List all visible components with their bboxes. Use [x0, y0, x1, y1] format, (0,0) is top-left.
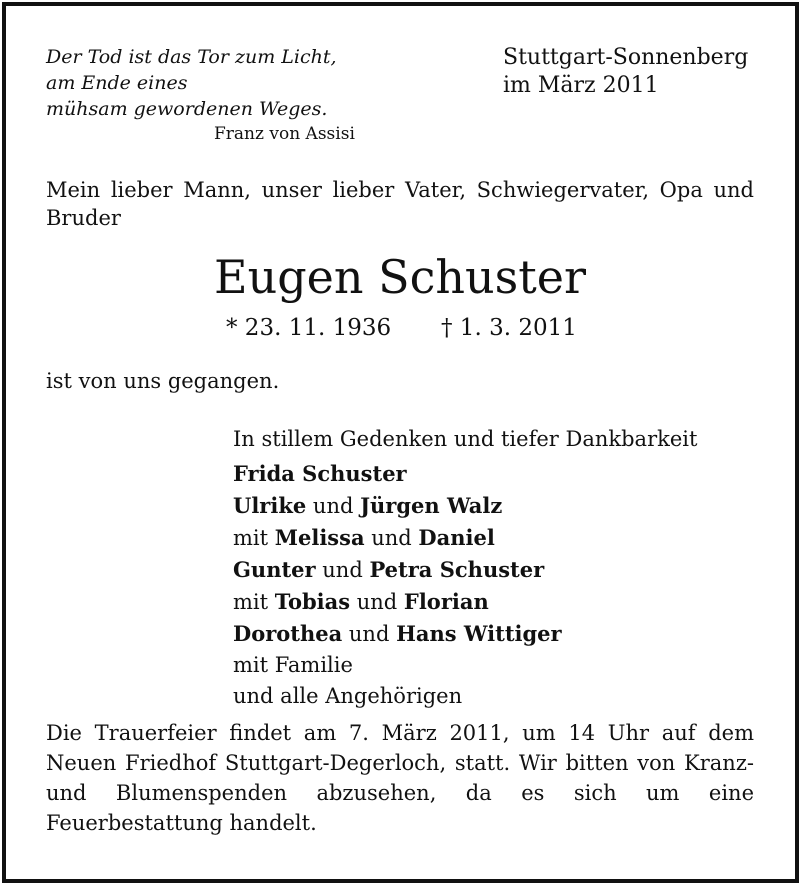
- mourner-name: Melissa: [274, 525, 365, 550]
- family-line: [233, 522, 562, 554]
- mourner-name: Petra Schuster: [369, 557, 545, 582]
- quote-author: Franz von Assisi: [214, 124, 355, 144]
- intro-text: Mein lieber Mann, unser lieber Vater, Schwiegervater, Opa und Bruder: [46, 178, 754, 230]
- connector: und: [342, 622, 397, 646]
- quote-line: mühsam gewordenen Weges.: [46, 98, 328, 120]
- family-line: [233, 490, 562, 522]
- quote-line: am Ende eines: [46, 72, 188, 94]
- family-line: und alle Angehörigen: [233, 684, 463, 708]
- quote-line: Der Tod ist das Tor zum Licht,: [46, 46, 337, 68]
- mourner-name: Ulrike: [233, 493, 307, 518]
- connector: mit: [233, 590, 275, 614]
- mourner-name: Dorothea: [233, 621, 343, 646]
- mourner-name: Hans Wittiger: [396, 621, 562, 646]
- quote: [46, 44, 337, 122]
- mourner-name: Gunter: [233, 557, 316, 582]
- family-line: [233, 554, 562, 586]
- mourner-name: Florian: [403, 589, 489, 614]
- mourner-name: Jürgen Walz: [360, 493, 503, 518]
- family-line: mit Familie: [233, 653, 353, 677]
- family-line: [233, 458, 562, 490]
- connector: mit: [233, 526, 275, 550]
- place-month: im März 2011: [503, 73, 659, 98]
- place-date: [503, 44, 748, 100]
- mourner-name: Daniel: [418, 525, 495, 550]
- connector: und: [315, 558, 370, 582]
- birth-date: * 23. 11. 1936: [226, 315, 392, 341]
- family-line: [233, 618, 562, 650]
- deceased-name: Eugen Schuster: [214, 250, 586, 304]
- place-city: Stuttgart-Sonnenberg: [503, 45, 749, 70]
- family-list: [233, 458, 562, 712]
- mourner-name: Frida Schuster: [233, 461, 407, 486]
- family-line: [233, 586, 562, 618]
- death-date: † 1. 3. 2011: [441, 315, 577, 341]
- connector: und: [350, 590, 404, 614]
- memory-line: In stillem Gedenken und tiefer Dankbarkeit: [233, 427, 698, 451]
- connector: und: [306, 494, 361, 518]
- connector: und: [364, 526, 419, 550]
- mourner-name: Tobias: [274, 589, 351, 614]
- funeral-info: Die Trauerfeier findet am 7. März 2011, um 14 Uhr auf dem Neuen Friedhof Stuttgart-Degerloch, statt. Wir bitten von Kranz- und Blumenspenden abzusehen, da es sich um eine Feuerbestattung handelt.: [46, 721, 754, 835]
- passed-text: ist von uns gegangen.: [46, 369, 280, 393]
